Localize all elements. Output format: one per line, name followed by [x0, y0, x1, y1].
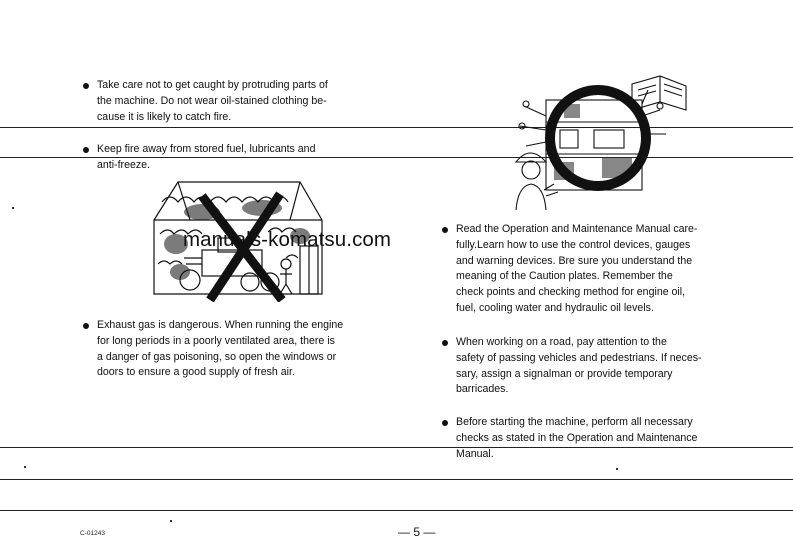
- bullet-read-manual: [456, 222, 749, 317]
- rule-line: [0, 479, 793, 480]
- bullet-road-safety: [456, 335, 749, 398]
- bullet-text: When working on a road, pay attention to the safety of passing vehicles and pedestrians. If neces- sary, assign a signalman or provide temporary barricades.: [456, 336, 702, 396]
- bullet-text: Read the Operation and Maintenance Manual care- fully.Learn how to use the control devices, gauges and warning devices. Bre sure you understand the meaning of the Caution plates. Remember the check points and checking method for engine oil, fuel, cooling water and hydraulic oil levels.: [456, 223, 698, 314]
- bullet-dot: [442, 227, 448, 233]
- bullet-before-starting: [456, 415, 749, 462]
- bullet-dot: [442, 420, 448, 426]
- bullet-dot: [83, 323, 89, 329]
- bullet-text: Keep fire away from stored fuel, lubricants and anti-freeze.: [97, 143, 316, 171]
- page-number: — 5 —: [398, 525, 436, 539]
- bullet-keep-fire-away: [97, 142, 393, 174]
- scan-speck: [616, 468, 618, 470]
- scan-speck: [170, 520, 172, 522]
- scan-speck: [12, 207, 14, 209]
- scan-speck: [24, 466, 26, 468]
- bullet-dot: [83, 83, 89, 89]
- figure-code: C-01243: [80, 530, 105, 537]
- watermark-text: manuals-komatsu.com: [183, 228, 392, 251]
- bullet-text: Exhaust gas is dangerous. When running the engine for long periods in a poorly ventilated area, there is a danger of gas poisoning, so open the windows or doors to ensure a good supply of fresh air.: [97, 319, 344, 379]
- bullet-dot: [442, 340, 448, 346]
- bullet-dot: [83, 147, 89, 153]
- rule-line: [0, 510, 793, 511]
- bullet-text: Before starting the machine, perform all necessary checks as stated in the Operation and Maintenance Manual.: [456, 416, 698, 460]
- bullet-text: Take care not to get caught by protruding parts of the machine. Do not wear oil-stained clothing be- cause it is likely to catch fire.: [97, 79, 328, 123]
- bullet-protruding-parts: [97, 78, 393, 125]
- bullet-exhaust-gas: [97, 318, 393, 381]
- read-manual-illustration: [510, 70, 690, 215]
